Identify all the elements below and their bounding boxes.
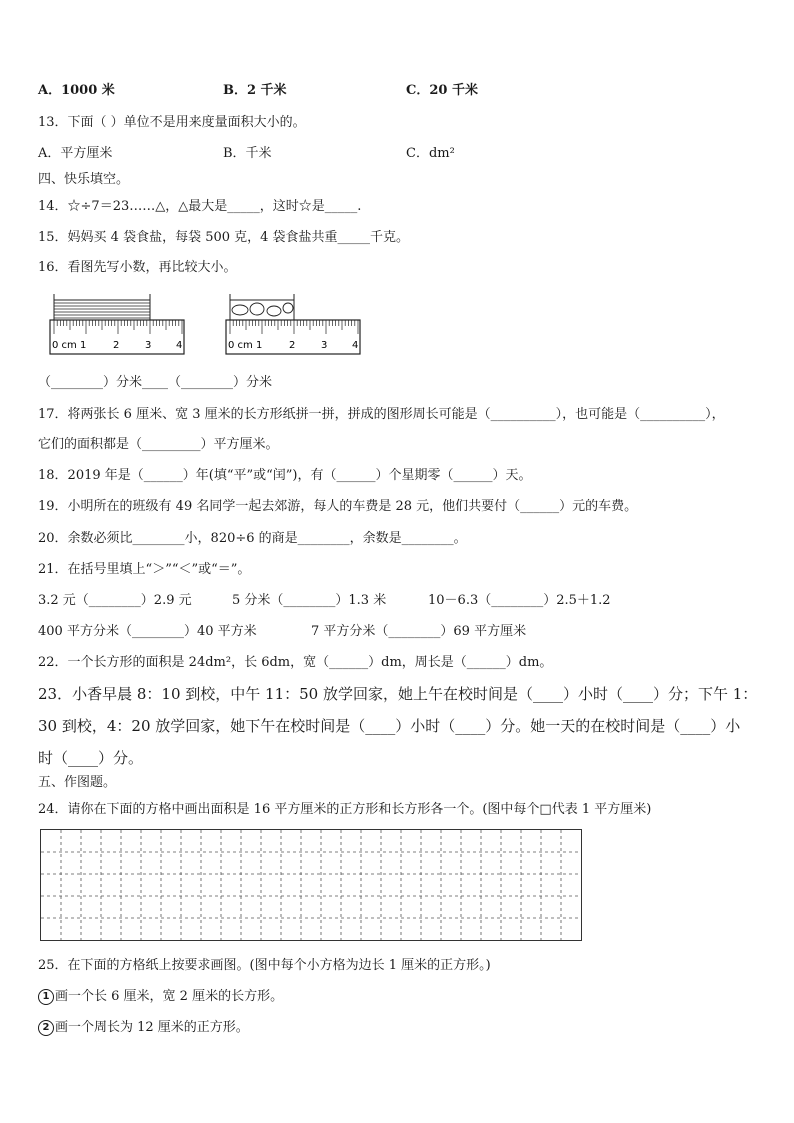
q19: 19．小明所在的班级有 49 名同学一起去郊游，每人的车费是 28 元，他们共要付（______）元的车费。 <box>38 499 638 514</box>
q18: 18．2019 年是（______）年(填“平”或“闰”)，有（______）个星期零（______）天。 <box>38 468 532 483</box>
ruler-label-0: 0 cm <box>228 340 253 351</box>
q25-item-1 <box>38 988 283 1006</box>
ruler-label-3: 3 <box>321 340 328 351</box>
q25-item-2 <box>38 1019 249 1037</box>
ruler-label-1: 1 <box>80 340 87 351</box>
q13-stem: 13．下面（ ）单位不是用来度量面积大小的。 <box>38 115 306 130</box>
q25-item-1-text: 画一个长 6 厘米，宽 2 厘米的长方形。 <box>55 989 284 1004</box>
ruler-label-2: 2 <box>289 340 296 351</box>
q21-item-3: 10－6.3（________）2.5＋1.2 <box>428 593 611 608</box>
q25-stem: 25．在下面的方格纸上按要求画图。(图中每个小方格为边长 1 厘米的正方形。) <box>38 958 491 973</box>
q16-answer: （________）分米____（________）分米 <box>38 375 273 390</box>
q12-option-b: B．2 千米 <box>223 83 287 98</box>
circled-number-1: 1 <box>38 989 54 1005</box>
q15: 15．妈妈买 4 袋食盐，每袋 500 克，4 袋食盐共重_____千克。 <box>38 230 410 245</box>
ruler-label-3: 3 <box>145 340 152 351</box>
q21-item-5: 7 平方分米（________）69 平方厘米 <box>311 624 527 639</box>
q13-option-c: C．dm² <box>406 146 455 161</box>
grid-lines <box>41 830 581 940</box>
q16-stem: 16．看图先写小数，再比较大小。 <box>38 260 237 275</box>
q21-item-4: 400 平方分米（________）40 平方米 <box>38 624 257 639</box>
q21-stem: 21．在括号里填上“＞”“＜”或“＝”。 <box>38 562 251 577</box>
circled-number-2: 2 <box>38 1020 54 1036</box>
ruler-label-2: 2 <box>113 340 120 351</box>
q12-option-c: C．20 千米 <box>406 83 478 98</box>
q23-line-2: 30 到校，4：20 放学回家，她下午在校时间是（____）小时（____）分。她一天的在校时间是（____）小 <box>38 717 741 735</box>
q21-item-2: 5 分米（________）1.3 米 <box>232 593 387 608</box>
q17-line-1: 17．将两张长 6 厘米、宽 3 厘米的长方形纸拼一拼，拼成的图形周长可能是（__________），也可能是（__________）， <box>38 407 725 422</box>
ruler-label-1: 1 <box>256 340 263 351</box>
q13-option-b: B．千米 <box>223 146 272 161</box>
q13-option-a: A．平方厘米 <box>38 146 113 161</box>
q14: 14．☆÷7＝23……△，△最大是_____，这时☆是_____. <box>38 199 362 214</box>
section-5-heading: 五、作图题。 <box>38 775 117 790</box>
q23-line-3: 时（____）分。 <box>38 749 144 767</box>
q21-item-1: 3.2 元（________）2.9 元 <box>38 593 192 608</box>
q12-option-a: A．1000 米 <box>38 83 115 98</box>
q20: 20．余数必须比________小，820÷6 的商是________，余数是________。 <box>38 531 467 546</box>
section-4-heading: 四、快乐填空。 <box>38 172 130 187</box>
ruler-label-4: 4 <box>352 340 359 351</box>
ruler-right-svg <box>224 292 364 358</box>
q23-line-1: 23．小香早晨 8：10 到校，中午 11：50 放学回家，她上午在校时间是（____）小时（____）分；下午 1： <box>38 685 758 703</box>
q25-item-2-text: 画一个周长为 12 厘米的正方形。 <box>55 1020 249 1035</box>
q24: 24．请你在下面的方格中画出面积是 16 平方厘米的正方形和长方形各一个。(图中每个□代表 1 平方厘米) <box>38 802 652 817</box>
ruler-figure-left <box>48 292 188 358</box>
q17-line-2: 它们的面积都是（_________）平方厘米。 <box>38 437 279 452</box>
ruler-label-0: 0 cm <box>52 340 77 351</box>
ruler-figure-right <box>224 292 364 358</box>
q24-drawing-grid[interactable] <box>40 829 582 941</box>
q22: 22．一个长方形的面积是 24dm²，长 6dm，宽（______）dm，周长是（______）dm。 <box>38 655 553 670</box>
ruler-left-svg <box>48 292 188 358</box>
ruler-label-4: 4 <box>176 340 183 351</box>
